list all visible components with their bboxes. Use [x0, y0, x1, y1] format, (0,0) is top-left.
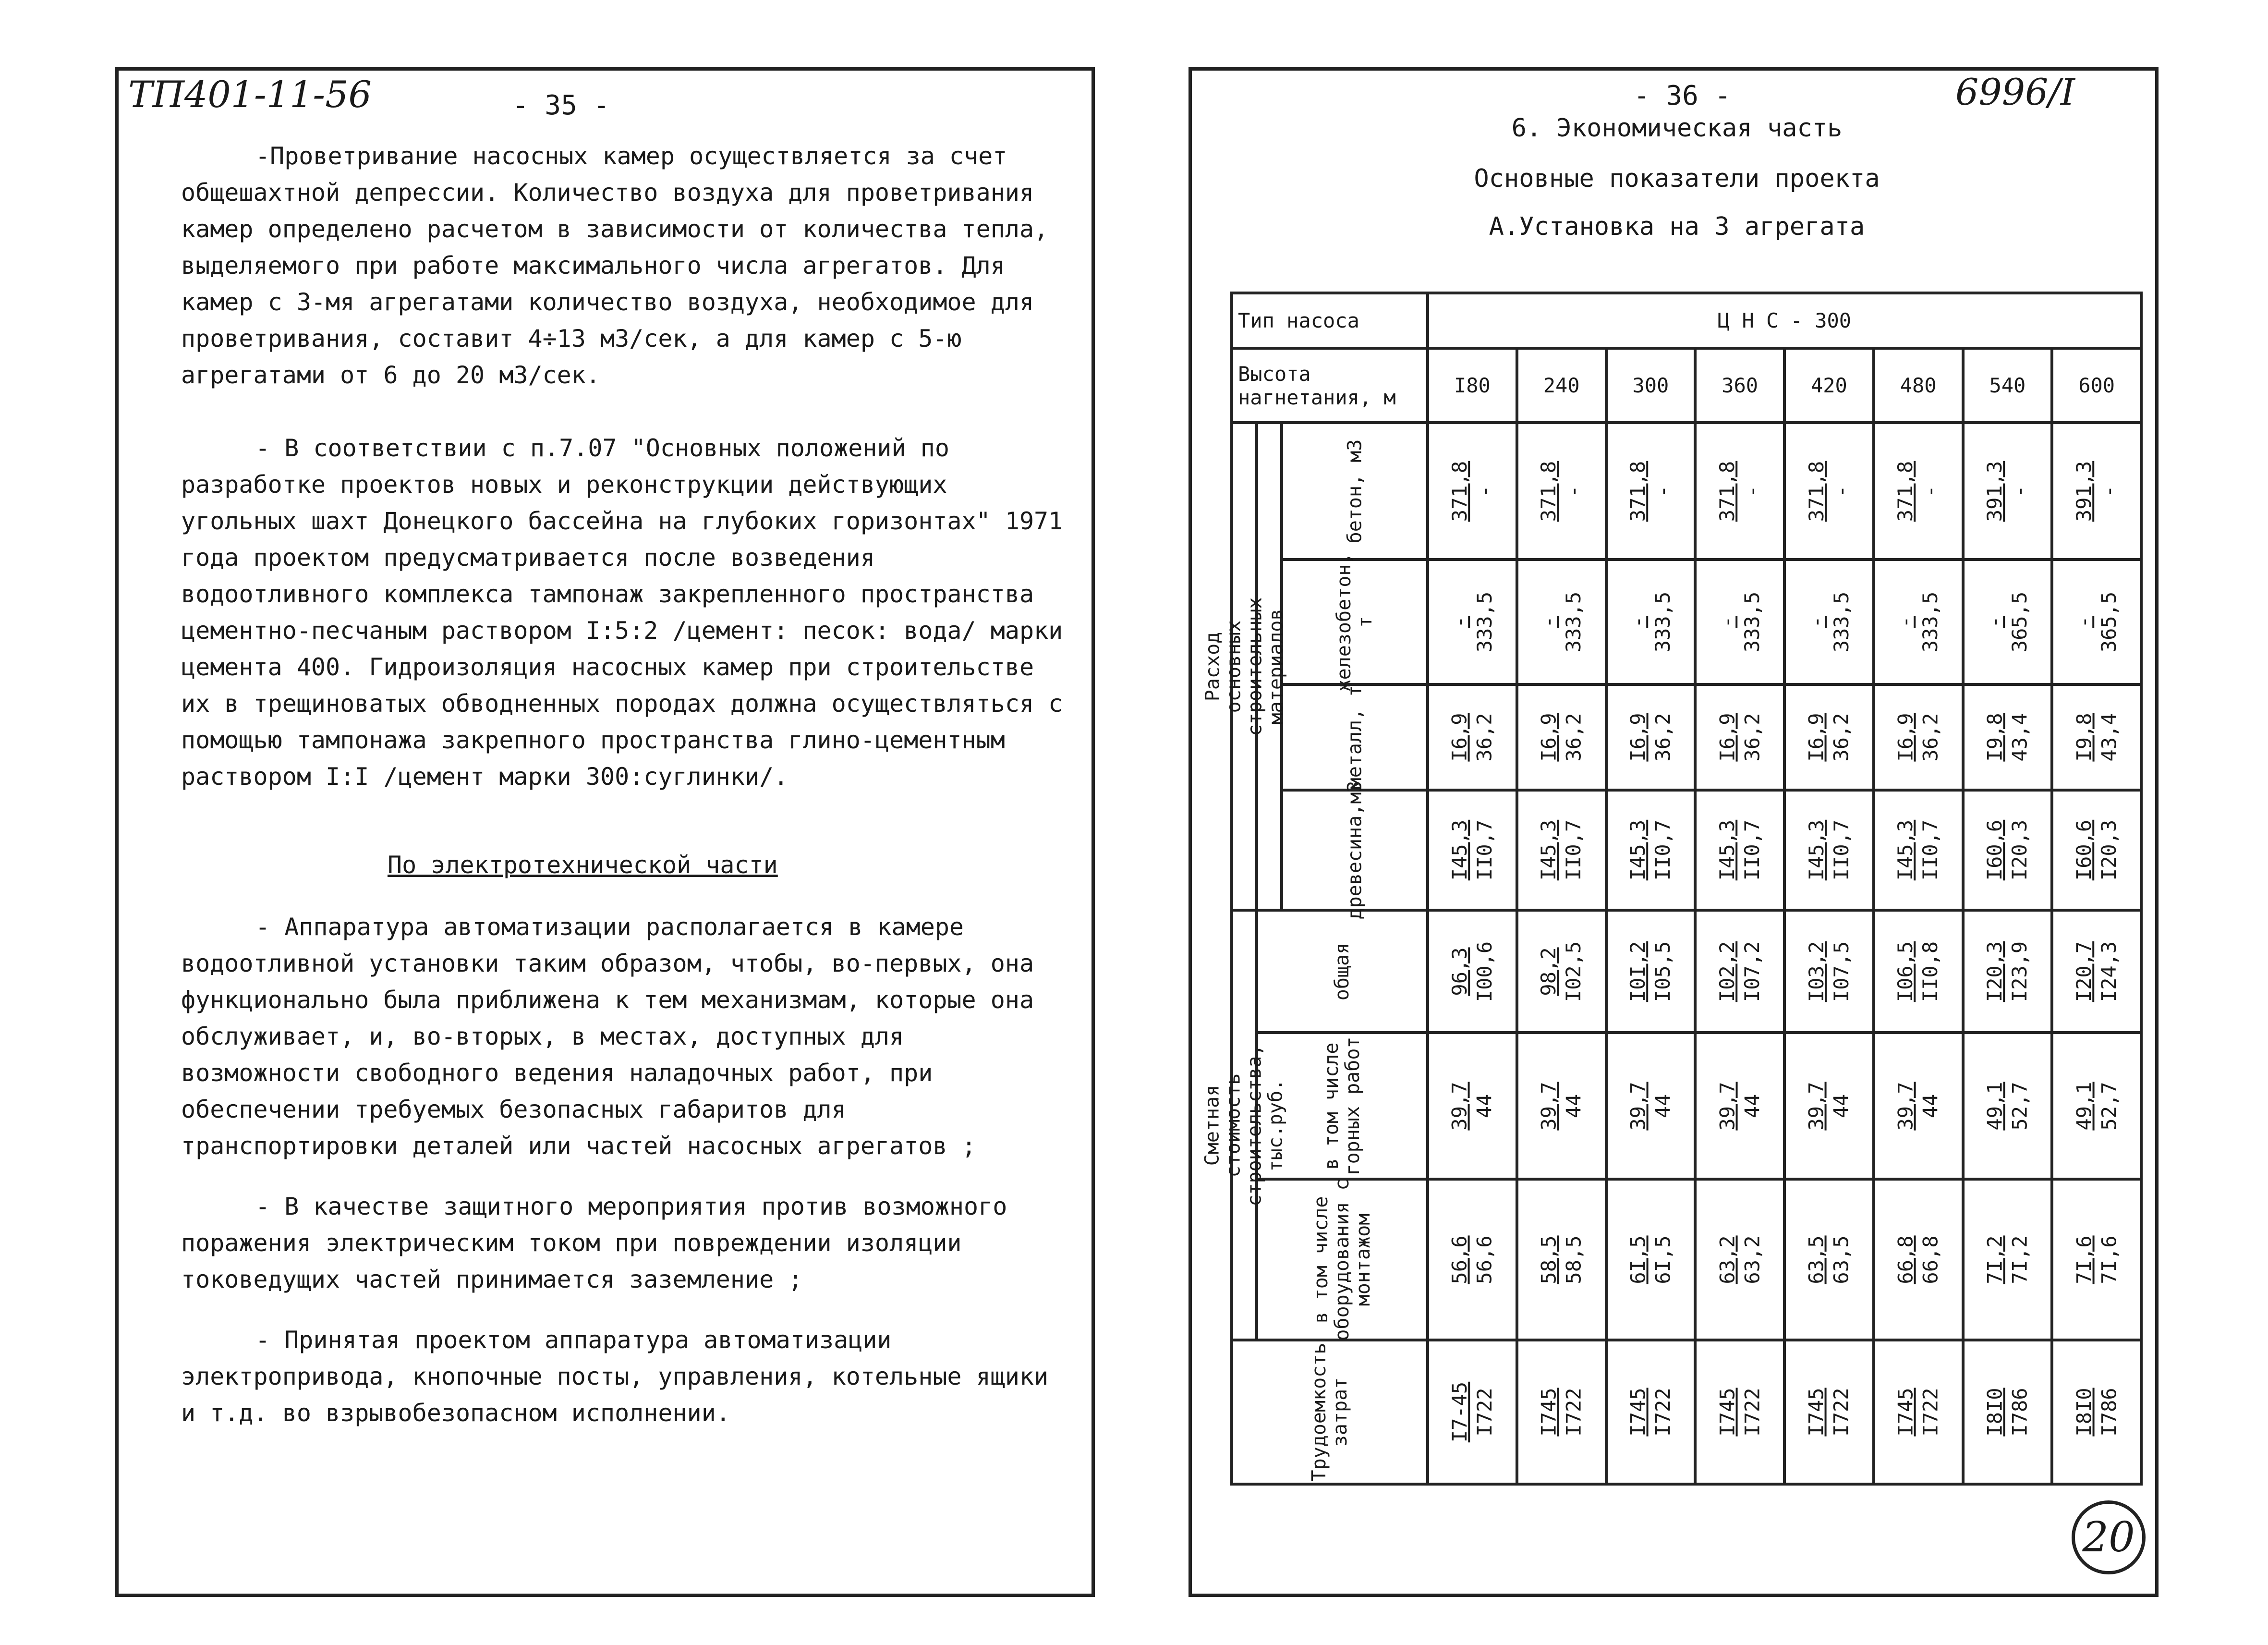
value-cell [1606, 1033, 1696, 1179]
value-top: I45,3 [1804, 819, 1828, 881]
value-bottom: I24,3 [2097, 941, 2121, 1002]
value-cell [1874, 910, 1963, 1033]
value-cell [2052, 560, 2141, 684]
data-row [1232, 790, 2141, 910]
row-label: общая [1257, 910, 1428, 1033]
paragraph: - В качестве защитного мероприятия против возможного поражения электрическим током при повреждении изоляции токоведущих частей принимается заземление ; [181, 1193, 1007, 1293]
value-cell [1784, 910, 1874, 1033]
value-top: I60,6 [1983, 819, 2007, 881]
value-cell [1606, 684, 1696, 790]
value-cell [2052, 910, 2141, 1033]
row-label: бетон, м3 [1282, 423, 1428, 560]
value-cell [1428, 1033, 1517, 1179]
value-bottom: 52,7 [2097, 1081, 2121, 1131]
value-cell [1517, 910, 1606, 1033]
value-bottom: - [1472, 485, 1496, 498]
value-bottom: 7I,2 [2008, 1235, 2032, 1284]
value-bottom: 333,5 [1472, 591, 1496, 653]
height-value: 540 [1963, 348, 2052, 423]
value-cell [1428, 910, 1517, 1033]
group-cost: Сметная стоимость строительства, тыс.руб. [1232, 910, 1257, 1340]
value-bottom: 36,2 [1829, 713, 1853, 762]
value-cell [1517, 560, 1606, 684]
value-bottom: 44 [1651, 1094, 1675, 1118]
value-cell [1606, 910, 1696, 1033]
value-bottom: I05,5 [1651, 941, 1675, 1002]
value-top: I02,2 [1715, 941, 1739, 1002]
value-top: 39,7 [1626, 1081, 1650, 1131]
value-top: I6,9 [1537, 713, 1561, 762]
value-top: I745 [1804, 1388, 1828, 1437]
value-top: I45,3 [1537, 819, 1561, 881]
value-cell [1517, 790, 1606, 910]
value-bottom: II0,7 [1472, 819, 1496, 881]
value-cell [1784, 423, 1874, 560]
value-top: 98,2 [1537, 947, 1561, 996]
value-top: I06,5 [1893, 941, 1917, 1002]
value-cell [1606, 560, 1696, 684]
value-cell [1784, 1340, 1874, 1484]
value-bottom: 7I,6 [2097, 1235, 2121, 1284]
value-top: 371,8 [1715, 461, 1739, 522]
value-bottom: I00,6 [1472, 941, 1496, 1002]
value-cell [1963, 1179, 2052, 1340]
value-cell [1517, 684, 1606, 790]
value-bottom: I07,5 [1829, 941, 1853, 1002]
value-top: - [1626, 616, 1650, 628]
value-top: I745 [1715, 1388, 1739, 1437]
value-bottom: II0,7 [1829, 819, 1853, 881]
data-row [1232, 560, 2141, 684]
value-top: I60,6 [2072, 819, 2096, 881]
value-cell [1695, 423, 1784, 560]
value-bottom: 6I,5 [1651, 1235, 1675, 1284]
value-cell [1963, 790, 2052, 910]
paragraph: - Аппаратура автоматизации располагается в камере водоотливной установки таким образом, чтобы, во-первых, она функционально была приближена к тем механизмам, которые она обслуживает, и, во-вторых, в местах, доступных для возможности свободного ведения наладочных работ, при обеспечении требуемых безопасных габаритов для транспортировки деталей или частей насосных агрегатов ; [181, 913, 1034, 1160]
value-bottom: 44 [1829, 1094, 1853, 1118]
value-cell [2052, 1340, 2141, 1484]
height-value: 240 [1517, 348, 1606, 423]
value-cell [1695, 1033, 1784, 1179]
value-bottom: 333,5 [1829, 591, 1853, 653]
value-cell [1606, 790, 1696, 910]
value-cell [1784, 684, 1874, 790]
height-value: 600 [2052, 348, 2141, 423]
value-top: I6,9 [1715, 713, 1739, 762]
value-top: I6,9 [1447, 713, 1471, 762]
value-cell [1517, 1033, 1606, 1179]
value-cell [1784, 790, 1874, 910]
value-top: - [1804, 616, 1828, 628]
value-bottom: 44 [1740, 1094, 1764, 1118]
value-top: 56,6 [1447, 1235, 1471, 1284]
value-bottom: 333,5 [1651, 591, 1675, 653]
data-row [1232, 1179, 2141, 1340]
value-top: I20,3 [1983, 941, 2007, 1002]
variant-title: А.Установка на 3 агрегата [1489, 212, 1865, 241]
value-bottom: 36,2 [1651, 713, 1675, 762]
value-bottom: 63,2 [1740, 1235, 1764, 1284]
value-cell [2052, 1033, 2141, 1179]
height-value: I80 [1428, 348, 1517, 423]
value-bottom: I786 [2008, 1388, 2032, 1437]
row-label: Трудоемкость затрат [1232, 1340, 1428, 1484]
value-cell [2052, 1179, 2141, 1340]
document-stamp: ТП401-11-56 [128, 73, 372, 116]
value-bottom: I722 [1562, 1388, 1586, 1437]
value-cell [1963, 1340, 2052, 1484]
value-top: I0I,2 [1626, 941, 1650, 1002]
body-section-electrical [181, 909, 1074, 1431]
height-value: 480 [1874, 348, 1963, 423]
value-top: 39,7 [1715, 1081, 1739, 1131]
data-row [1232, 684, 2141, 790]
section-heading: По электротехнической части [388, 851, 778, 879]
value-cell [2052, 790, 2141, 910]
value-bottom: 52,7 [2008, 1081, 2032, 1131]
page-number: - 35 - [512, 90, 610, 121]
value-bottom: I722 [1740, 1388, 1764, 1437]
paragraph: - В соответствии с п.7.07 "Основных положений по разработке проектов новых и реконструкции действующих угольных шахт Донецкого бассейна на глубоких горизонтах" 1971 года проектом предусматривается после возведения водоотливного комплекса тампонаж закрепленного пространства цементно-песчаным раствором I:5:2 /цемент: песок: вода/ марки цемента 400. Гидроизоляция насосных камер при строительстве их в трещиноватых обводненных породах должна осуществляться с помощью тампонажа закрепного пространства глино-цементным раствором I:I /цемент марки 300:суглинки/. [181, 434, 1063, 791]
value-top: 58,5 [1537, 1235, 1561, 1284]
row-label: древесина,м3 [1282, 790, 1428, 910]
value-bottom: I722 [1651, 1388, 1675, 1437]
value-top: 49,1 [2072, 1081, 2096, 1131]
value-bottom: 333,5 [1740, 591, 1764, 653]
value-top: 96,3 [1447, 947, 1471, 996]
value-top: 49,1 [1983, 1081, 2007, 1131]
value-bottom: 36,2 [1740, 713, 1764, 762]
value-bottom: - [1829, 485, 1853, 498]
value-bottom: 44 [1562, 1094, 1586, 1118]
body-section-ventilation [181, 138, 1074, 795]
value-bottom: I20,3 [2097, 819, 2121, 881]
value-bottom: - [2097, 485, 2121, 498]
value-top: - [1983, 616, 2007, 628]
value-top: 371,8 [1447, 461, 1471, 522]
right-page [1189, 67, 2159, 1597]
value-top: I20,7 [2072, 941, 2096, 1002]
value-top: 7I,6 [2072, 1235, 2096, 1284]
value-bottom: 56,6 [1472, 1235, 1496, 1284]
data-row [1232, 1033, 2141, 1179]
height-value: 360 [1695, 348, 1784, 423]
value-top: 371,8 [1804, 461, 1828, 522]
value-top: - [1537, 616, 1561, 628]
height-row [1232, 348, 2141, 423]
value-top: 39,7 [1804, 1081, 1828, 1131]
value-bottom: I722 [1472, 1388, 1496, 1437]
value-cell [1963, 684, 2052, 790]
value-bottom: 44 [1472, 1094, 1496, 1118]
value-cell [1695, 684, 1784, 790]
value-cell [1517, 1179, 1606, 1340]
value-bottom: I722 [1918, 1388, 1942, 1437]
value-cell [1428, 560, 1517, 684]
page-number: - 36 - [1634, 80, 1731, 111]
value-bottom: II0,8 [1918, 941, 1942, 1002]
paragraph: -Проветривание насосных камер осуществляется за счет общешахтной депрессии. Количество воздуха для проветривания камер определено расчетом в зависимости от количества тепла, выделяемого при работе максимального числа агрегатов. Для камер с 3-мя агрегатами количество воздуха, необходимое для проветривания, составит 4÷13 м3/сек, а для камер с 5-ю агрегатами от 6 до 20 м3/сек. [181, 142, 1049, 389]
value-cell [1874, 1179, 1963, 1340]
value-bottom: I786 [2097, 1388, 2121, 1437]
value-cell [1606, 1179, 1696, 1340]
data-row [1232, 423, 2141, 560]
value-top: 391,3 [1983, 461, 2007, 522]
value-bottom: 63,5 [1829, 1235, 1853, 1284]
value-top: - [1447, 616, 1471, 628]
indicators-table [1201, 292, 2143, 1486]
value-bottom: 43,4 [2097, 713, 2121, 762]
value-top: 39,7 [1893, 1081, 1917, 1131]
value-top: I9,8 [2072, 713, 2096, 762]
value-top: - [2072, 616, 2096, 628]
data-row [1232, 910, 2141, 1033]
value-top: - [1715, 616, 1739, 628]
value-top: I745 [1626, 1388, 1650, 1437]
value-top: I7-45 [1447, 1381, 1471, 1443]
value-cell [1874, 790, 1963, 910]
value-cell [1784, 1179, 1874, 1340]
height-label: Высота нагнетания, м [1232, 348, 1428, 423]
value-bottom: - [1562, 485, 1586, 498]
value-cell [1963, 910, 2052, 1033]
section-title: 6. Экономическая часть [1511, 114, 1843, 143]
data-row [1232, 1340, 2141, 1484]
value-cell [1874, 560, 1963, 684]
value-bottom: - [1740, 485, 1764, 498]
value-bottom: 66,8 [1918, 1235, 1942, 1284]
value-top: I45,3 [1626, 819, 1650, 881]
value-top: I8I0 [1983, 1388, 2007, 1437]
value-cell [1695, 1179, 1784, 1340]
value-cell [1695, 1340, 1784, 1484]
value-top: 63,5 [1804, 1235, 1828, 1284]
value-bottom: - [2008, 485, 2032, 498]
row-label: железобетон, т [1282, 560, 1428, 684]
subtitle: Основные показатели проекта [1474, 164, 1880, 193]
value-bottom: I07,2 [1740, 941, 1764, 1002]
value-cell [1874, 684, 1963, 790]
value-cell [1784, 560, 1874, 684]
value-cell [1963, 1033, 2052, 1179]
value-bottom: 36,2 [1918, 713, 1942, 762]
height-value: 300 [1606, 348, 1696, 423]
value-cell [1963, 560, 2052, 684]
value-cell [1428, 1179, 1517, 1340]
sheet-number: 20 [2072, 1500, 2146, 1574]
value-cell [1606, 423, 1696, 560]
value-top: I745 [1537, 1388, 1561, 1437]
value-cell [1695, 910, 1784, 1033]
value-cell [1874, 423, 1963, 560]
value-bottom: 333,5 [1918, 591, 1942, 653]
value-bottom: - [1651, 485, 1675, 498]
value-bottom: I20,3 [2008, 819, 2032, 881]
left-page [115, 67, 1095, 1597]
row-label: в том числе горных работ [1257, 1033, 1428, 1179]
pump-type-row [1232, 293, 2141, 348]
value-bottom: 36,2 [1562, 713, 1586, 762]
pump-type-value: Ц Н С - 300 [1428, 293, 2141, 348]
value-cell [1428, 684, 1517, 790]
pump-type-label: Тип насоса [1232, 293, 1428, 348]
value-top: 7I,2 [1983, 1235, 2007, 1284]
value-top: 39,7 [1447, 1081, 1471, 1131]
value-bottom: 43,4 [2008, 713, 2032, 762]
value-cell [1517, 1340, 1606, 1484]
value-cell [1428, 790, 1517, 910]
value-bottom: 36,2 [1472, 713, 1496, 762]
value-bottom: II0,7 [1651, 819, 1675, 881]
value-top: I45,3 [1447, 819, 1471, 881]
value-top: I8I0 [2072, 1388, 2096, 1437]
value-cell [1428, 1340, 1517, 1484]
value-bottom: I02,5 [1562, 941, 1586, 1002]
height-value: 420 [1784, 348, 1874, 423]
value-top: - [1893, 616, 1917, 628]
row-label: металл, т [1282, 684, 1428, 790]
value-top: I45,3 [1715, 819, 1739, 881]
group-materials: Расход основных строительных материалов [1232, 423, 1257, 910]
value-top: 6I,5 [1626, 1235, 1650, 1284]
value-bottom: 333,5 [1562, 591, 1586, 653]
value-bottom: II0,7 [1562, 819, 1586, 881]
value-top: I6,9 [1804, 713, 1828, 762]
value-bottom: 365,5 [2008, 591, 2032, 653]
value-top: I745 [1893, 1388, 1917, 1437]
value-bottom: - [1918, 485, 1942, 498]
value-cell [1695, 560, 1784, 684]
value-top: I6,9 [1626, 713, 1650, 762]
value-top: 371,8 [1893, 461, 1917, 522]
row-label: в том числе оборудования с монтажом [1257, 1179, 1428, 1340]
value-cell [1963, 423, 2052, 560]
value-cell [1517, 423, 1606, 560]
value-bottom: I722 [1829, 1388, 1853, 1437]
value-bottom: II0,7 [1740, 819, 1764, 881]
value-bottom: 58,5 [1562, 1235, 1586, 1284]
value-cell [2052, 423, 2141, 560]
value-cell [1606, 1340, 1696, 1484]
document-stamp: 6996/I [1955, 71, 2075, 113]
value-cell [1428, 423, 1517, 560]
value-cell [1695, 790, 1784, 910]
value-bottom: 44 [1918, 1094, 1942, 1118]
value-top: 391,3 [2072, 461, 2096, 522]
value-top: 371,8 [1626, 461, 1650, 522]
value-top: I03,2 [1804, 941, 1828, 1002]
value-top: 39,7 [1537, 1081, 1561, 1131]
value-top: 63,2 [1715, 1235, 1739, 1284]
value-top: 371,8 [1537, 461, 1561, 522]
value-cell [1874, 1340, 1963, 1484]
value-top: 66,8 [1893, 1235, 1917, 1284]
value-bottom: II0,7 [1918, 819, 1942, 881]
value-top: I6,9 [1893, 713, 1917, 762]
value-cell [1874, 1033, 1963, 1179]
value-top: I9,8 [1983, 713, 2007, 762]
value-cell [1784, 1033, 1874, 1179]
value-bottom: I23,9 [2008, 941, 2032, 1002]
value-cell [2052, 684, 2141, 790]
value-top: I45,3 [1893, 819, 1917, 881]
value-bottom: 365,5 [2097, 591, 2121, 653]
paragraph: - Принятая проектом аппаратура автоматизации электропривода, кнопочные посты, управления, котельные ящики и т.д. во взрывобезопасном исполнении. [181, 1326, 1049, 1427]
